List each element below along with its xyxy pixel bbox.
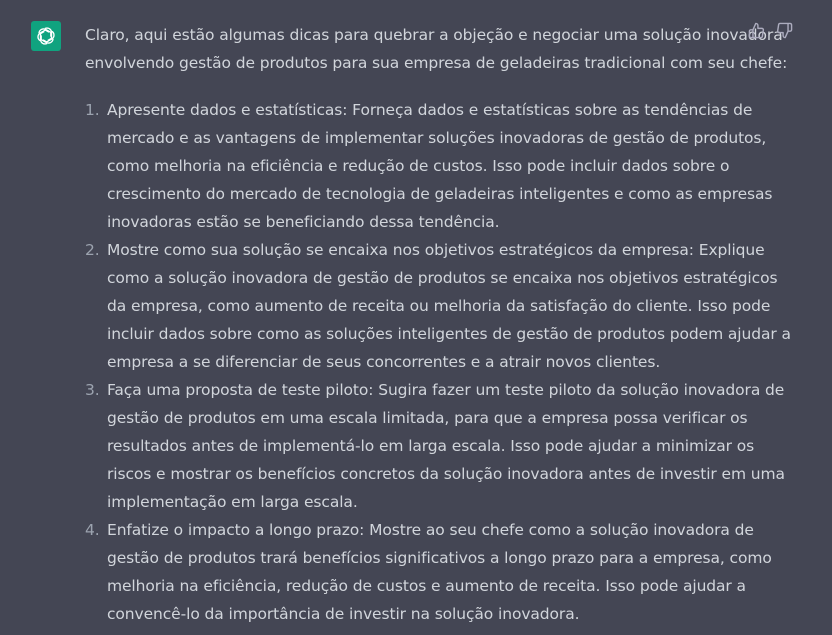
- tip-line: Mostre como sua solução se encaixa nos objetivos estratégicos da empresa: Explique: [107, 241, 765, 259]
- intro-paragraph: [85, 21, 788, 77]
- tip-text: [107, 96, 773, 236]
- thumbs-up-button[interactable]: [748, 22, 765, 39]
- thumbs-down-button[interactable]: [776, 22, 793, 39]
- openai-logo-icon: [35, 25, 57, 47]
- tip-text: [107, 516, 772, 628]
- tip-line: resultados antes de implementá-lo em larga escala. Isso pode ajudar a minimizar os: [107, 437, 755, 455]
- tip-line: incluir dados sobre como as soluções inteligentes de gestão de produtos podem ajudar a: [107, 325, 791, 343]
- assistant-message-content: [85, 21, 791, 628]
- tip-line: Enfatize o impacto a longo prazo: Mostre ao seu chefe como a solução inovadora de: [107, 521, 754, 539]
- list-number: 2.: [85, 241, 100, 259]
- tip-line: Faça uma proposta de teste piloto: Sugira fazer um teste piloto da solução inovadora de: [107, 381, 785, 399]
- thumbs-up-icon: [748, 22, 765, 39]
- tips-list: [85, 96, 791, 628]
- tip-line: crescimento do mercado de tecnologia de geladeiras inteligentes e como as empresas: [107, 185, 773, 203]
- tip-text: [107, 376, 785, 516]
- tip-line: da empresa, como aumento de receita ou melhoria da satisfação do cliente. Isso pode: [107, 297, 771, 315]
- tip-item-4: [85, 516, 772, 628]
- tip-line: convencê-lo da importância de investir na solução inovadora.: [107, 605, 580, 623]
- tip-line: mercado e as vantagens de implementar soluções inovadoras de gestão de produtos,: [107, 129, 767, 147]
- tip-line: riscos e mostrar os benefícios concretos da solução inovadora antes de investir em uma: [107, 465, 785, 483]
- intro-line: Claro, aqui estão algumas dicas para quebrar a objeção e negociar uma solução inovadora: [85, 26, 783, 44]
- feedback-buttons: [748, 22, 793, 39]
- tip-line: empresa a se diferenciar de seus concorrentes e a atrair novos clientes.: [107, 353, 661, 371]
- intro-line: envolvendo gestão de produtos para sua empresa de geladeiras tradicional com seu chefe:: [85, 54, 788, 72]
- list-number: 4.: [85, 521, 100, 539]
- assistant-avatar: [31, 21, 61, 51]
- tip-line: como melhoria na eficiência e redução de custos. Isso pode incluir dados sobre o: [107, 157, 730, 175]
- tip-text: [107, 236, 791, 376]
- list-number: 1.: [85, 101, 100, 119]
- tip-line: gestão de produtos em uma escala limitada, para que a empresa possa verificar os: [107, 409, 748, 427]
- tip-line: gestão de produtos trará benefícios significativos a longo prazo para a empresa, como: [107, 549, 772, 567]
- tip-line: Apresente dados e estatísticas: Forneça dados e estatísticas sobre as tendências de: [107, 101, 753, 119]
- tip-line: melhoria na eficiência, redução de custos e aumento de receita. Isso pode ajudar a: [107, 577, 746, 595]
- tip-item-1: [85, 96, 773, 236]
- tip-item-2: [85, 236, 791, 376]
- tip-item-3: [85, 376, 785, 516]
- tip-line: como a solução inovadora de gestão de produtos se encaixa nos objetivos estratégicos: [107, 269, 778, 287]
- thumbs-down-icon: [776, 22, 793, 39]
- list-number: 3.: [85, 381, 100, 399]
- tip-line: inovadoras estão se beneficiando dessa tendência.: [107, 213, 500, 231]
- tip-line: implementação em larga escala.: [107, 493, 358, 511]
